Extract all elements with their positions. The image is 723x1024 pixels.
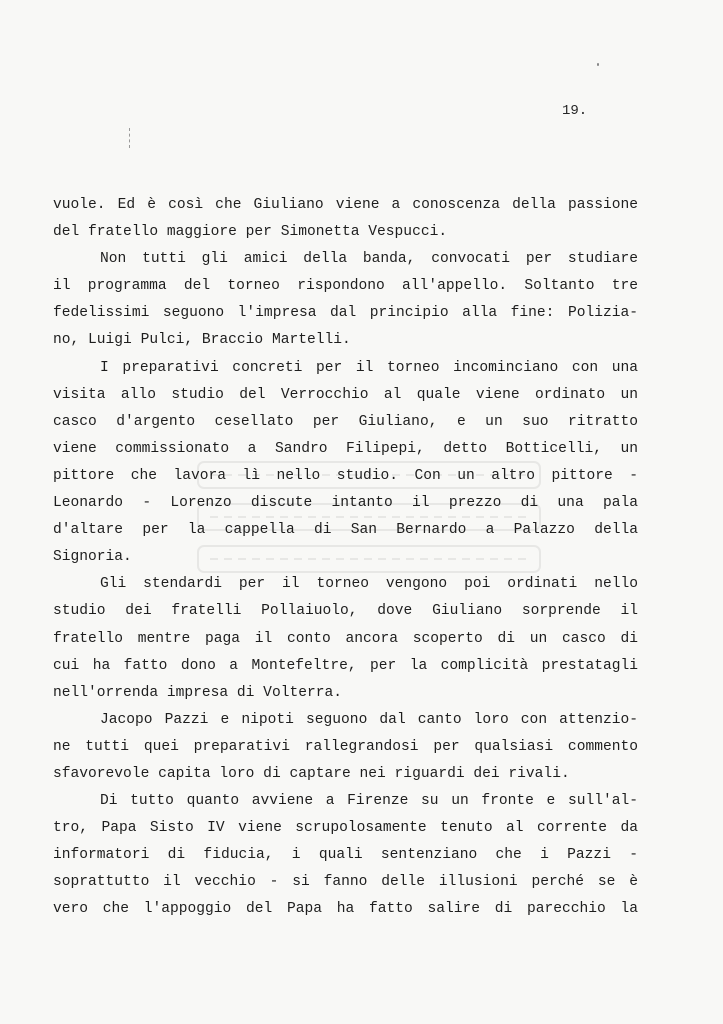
page-number: 19. xyxy=(562,103,588,119)
text-line: fedelissimi seguono l'impresa dal principio alla fine: Polizia- xyxy=(53,305,638,322)
text-line: vuole. Ed è così che Giuliano viene a conoscenza della passione xyxy=(53,197,638,213)
text-line: Non tutti gli amici della banda, convocati per studiare xyxy=(100,251,638,268)
scan-speck xyxy=(597,63,599,66)
text-line: il programma del torneo rispondono all'appello. Soltanto tre xyxy=(53,278,638,295)
text-line: soprattutto il vecchio - si fanno delle illusioni perché se è xyxy=(53,874,638,891)
text-line: Di tutto quanto avviene a Firenze su un fronte e sull'al- xyxy=(100,793,638,810)
text-line: I preparativi concreti per il torneo incominciano con una xyxy=(100,359,638,376)
margin-mark xyxy=(129,128,131,148)
text-line: Signoria. xyxy=(53,549,132,566)
text-line: cui ha fatto dono a Montefeltre, per la complicità prestatagli xyxy=(53,657,638,674)
text-line: studio dei fratelli Pollaiuolo, dove Giuliano sorprende il xyxy=(53,603,638,620)
text-line: visita allo studio del Verrocchio al quale viene ordinato un xyxy=(53,386,638,403)
body-text xyxy=(53,192,638,924)
text-line: tro, Papa Sisto IV viene scrupolosamente tenuto al corrente da xyxy=(53,820,638,837)
text-line: no, Luigi Pulci, Braccio Martelli. xyxy=(53,332,351,349)
text-line: ne tutti quei preparativi rallegrandosi per qualsiasi commento xyxy=(53,738,638,755)
text-line: fratello mentre paga il conto ancora scoperto di un casco di xyxy=(53,630,638,647)
text-line: sfavorevole capita loro di captare nei riguardi dei rivali. xyxy=(53,765,570,782)
text-line: casco d'argento cesellato per Giuliano, e un suo ritratto xyxy=(53,413,638,430)
text-line: pittore che lavora lì nello studio. Con un altro pittore - xyxy=(53,467,638,484)
text-line: del fratello maggiore per Simonetta Vespucci. xyxy=(53,224,448,241)
text-line: nell'orrenda impresa di Volterra. xyxy=(53,684,343,701)
text-line: d'altare per la cappella di San Bernardo a Palazzo della xyxy=(53,522,638,539)
text-line: Gli stendardi per il torneo vengono poi ordinati nello xyxy=(100,576,638,593)
text-line: Jacopo Pazzi e nipoti seguono dal canto loro con attenzio- xyxy=(100,711,638,728)
text-line: Leonardo - Lorenzo discute intanto il prezzo di una pala xyxy=(53,495,638,512)
text-line: vero che l'appoggio del Papa ha fatto salire di parecchio la xyxy=(53,901,638,918)
text-line: informatori di fiducia, i quali sentenziano che i Pazzi - xyxy=(53,847,638,864)
text-line: viene commissionato a Sandro Filipepi, detto Botticelli, un xyxy=(53,440,638,457)
